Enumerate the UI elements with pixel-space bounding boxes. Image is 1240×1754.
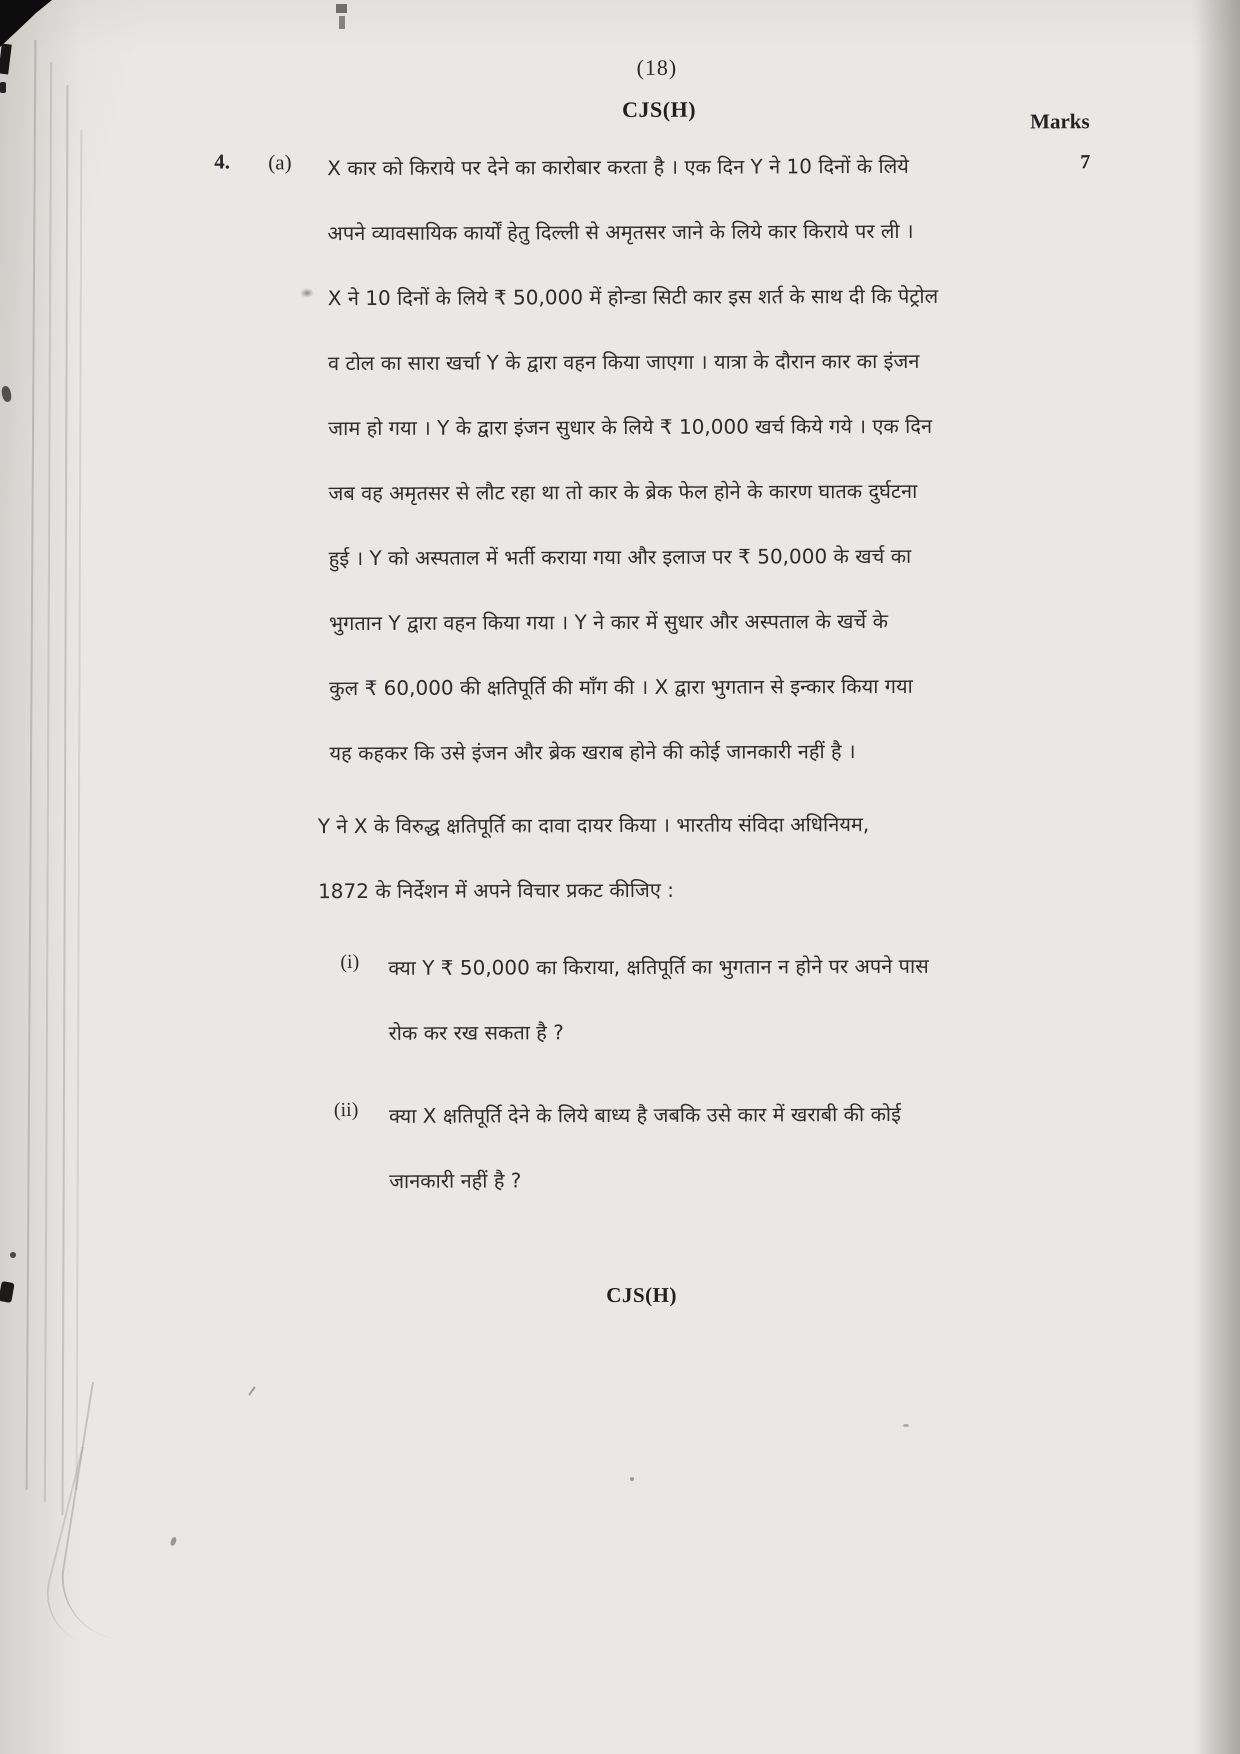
subquestion-ii-line: जानकारी नहीं है ? xyxy=(389,1168,522,1193)
question-text-line: 1872 के निर्देशन में अपने विचार प्रकट कीजिए : xyxy=(318,877,675,904)
subquestion-i-line: रोक कर रख सकता है ? xyxy=(388,1020,564,1045)
question-text-line: X कार को किराये पर देने का कारोबार करता है । एक दिन Y ने 10 दिनों के लिये xyxy=(327,153,909,181)
question-text-line: जब वह अमृतसर से लौट रहा था तो कार के ब्रेक फेल होने के कारण घातक दुर्घटना xyxy=(328,478,918,506)
paper-code-header: CJS(H) xyxy=(622,96,697,122)
subquestion-ii-line: क्या X क्षतिपूर्ति देने के लिये बाध्य है जबकि उसे कार में खराबी की कोई xyxy=(388,1101,901,1128)
question-text-line: जाम हो गया । Y के द्वारा इंजन सुधार के लिये ₹ 10,000 खर्च किये गये । एक दिन xyxy=(328,413,933,441)
question-text-line: कुल ₹ 60,000 की क्षतिपूर्ति की माँग की । X द्वारा भुगतान से इन्कार किया गया xyxy=(329,673,913,701)
question-text-line: अपने व्यावसायिक कार्यों हेतु दिल्ली से अमृतसर जाने के लिये कार किराये पर ली । xyxy=(327,218,914,246)
question-text-line: हुई । Y को अस्पताल में भर्ती कराया गया और इलाज पर ₹ 50,000 के खर्च का xyxy=(328,543,912,571)
question-text-line: Y ने X के विरुद्ध क्षतिपूर्ति का दावा दायर किया । भारतीय संविदा अधिनियम, xyxy=(317,812,870,839)
question-part-label: (a) xyxy=(268,150,292,175)
question-text-line: यह कहकर कि उसे इंजन और ब्रेक खराब होने की कोई जानकारी नहीं है । xyxy=(329,739,856,766)
subquestion-i-label: (i) xyxy=(340,951,360,974)
subquestion-i-line: क्या Y ₹ 50,000 का किराया, क्षतिपूर्ति का भुगतान न होने पर अपने पास xyxy=(388,953,929,980)
subquestion-ii-label: (ii) xyxy=(333,1099,359,1122)
question-text-line: X ने 10 दिनों के लिये ₹ 50,000 में होन्डा सिटी कार इस शर्त के साथ दी कि पेट्रोल xyxy=(327,283,939,311)
question-text-line: भुगतान Y द्वारा वहन किया गया । Y ने कार में सुधार और अस्पताल के खर्चे के xyxy=(328,608,888,636)
question-number: 4. xyxy=(214,149,231,174)
question-text-line: व टोल का सारा खर्चा Y के द्वारा वहन किया जाएगा । यात्रा के दौरान कार का इंजन xyxy=(327,348,920,376)
paper-code-footer: CJS(H) xyxy=(606,1282,677,1308)
marks-column-header: Marks xyxy=(1030,109,1090,134)
question-marks-value: 7 xyxy=(1080,151,1091,174)
page-number: (18) xyxy=(636,54,678,80)
